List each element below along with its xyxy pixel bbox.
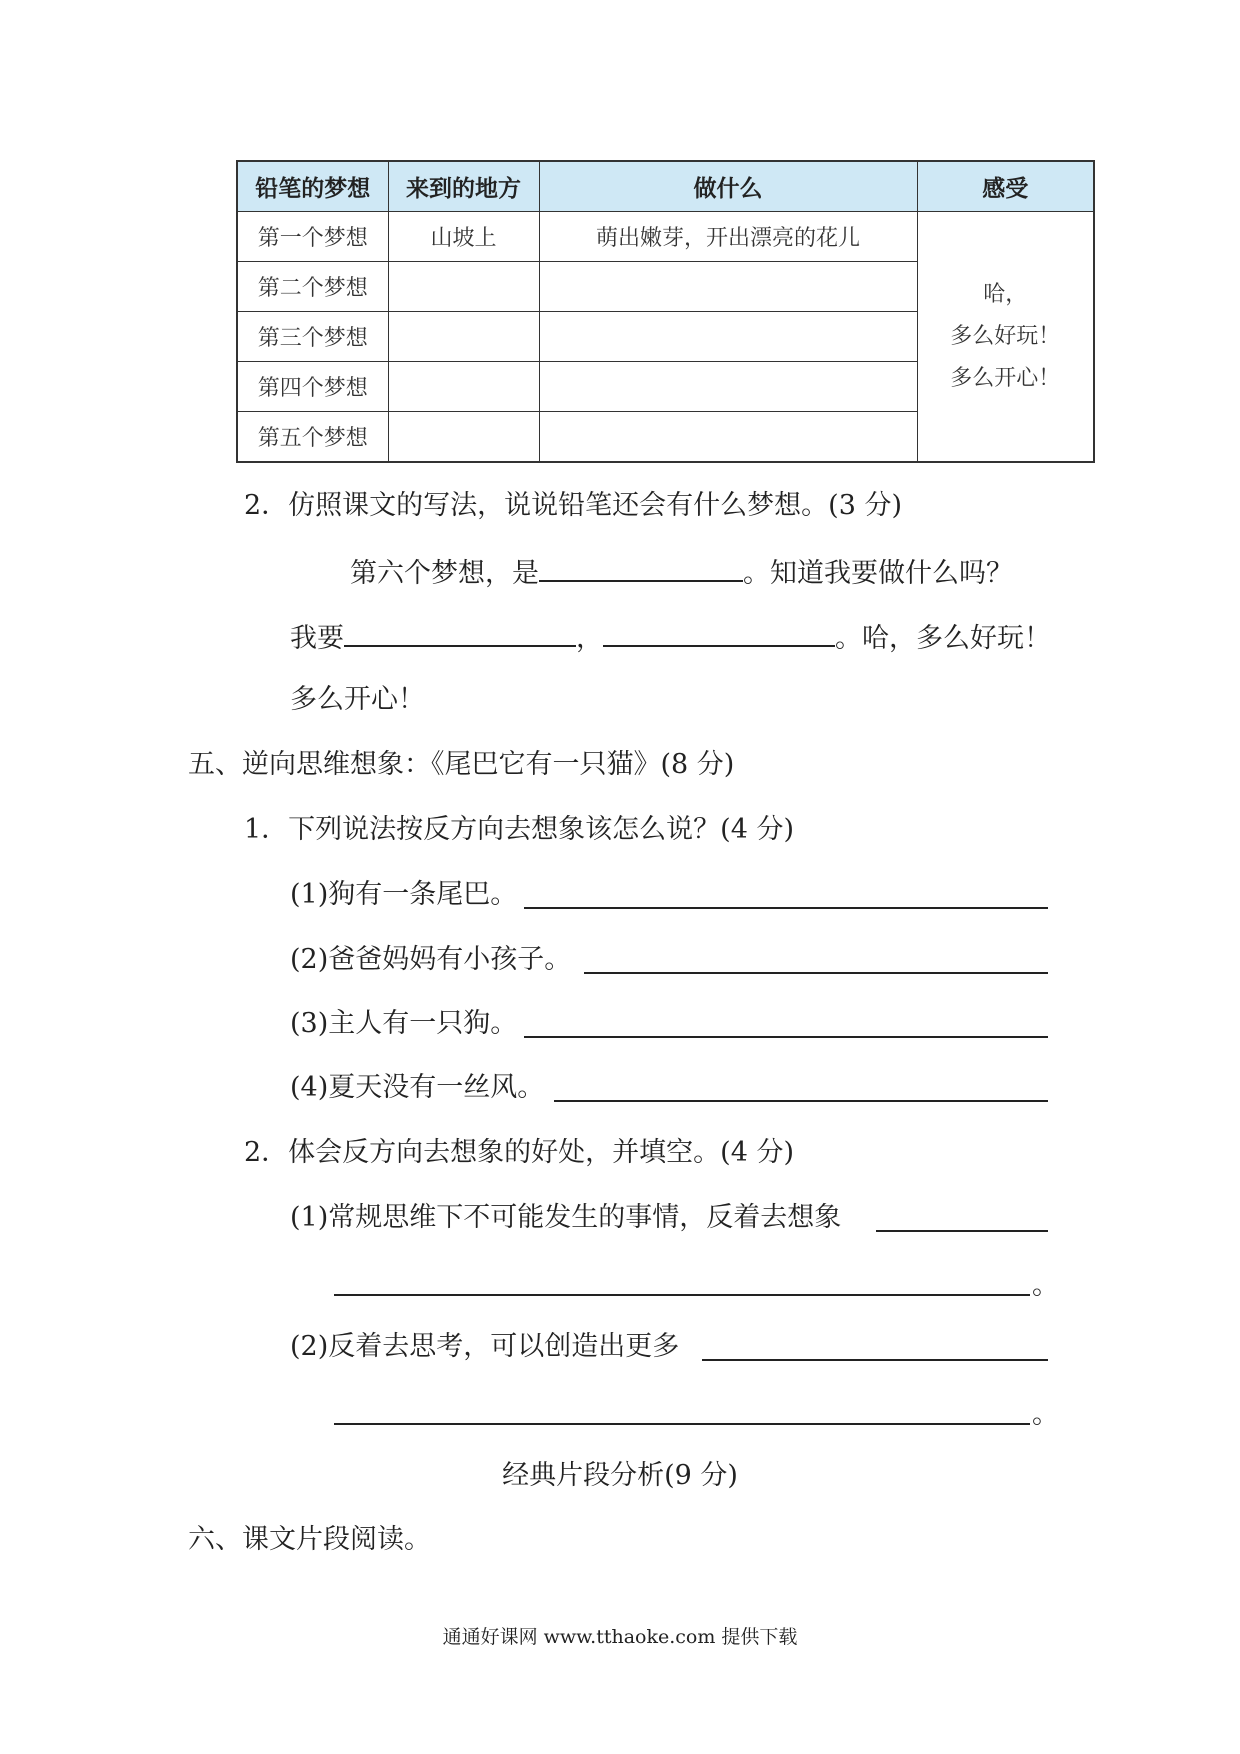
action-cell[interactable] — [539, 362, 917, 412]
feeling-line: 多么好玩！ — [950, 323, 1061, 349]
part-title: 经典片段分析(9 分) — [502, 1460, 738, 1491]
period-mark: 。 — [1032, 1270, 1059, 1301]
answer-blank[interactable] — [554, 1100, 1048, 1102]
table-row — [237, 212, 1094, 262]
question-item: (3)主人有一只狗。 — [290, 1008, 518, 1039]
action-cell[interactable] — [539, 312, 917, 362]
answer-blank[interactable] — [584, 972, 1048, 974]
action-cell[interactable] — [539, 262, 917, 312]
answer-blank[interactable] — [334, 1423, 1030, 1425]
dream-cell: 第五个梦想 — [237, 412, 388, 463]
page-footer: 通通好课网 www.tthaoke.com 提供下载 — [442, 1626, 798, 1648]
action-cell[interactable] — [539, 412, 917, 463]
answer-line — [350, 550, 1013, 594]
header-action: 做什么 — [539, 161, 917, 212]
answer-text: 多么开心！ — [290, 684, 425, 715]
dream-cell: 第二个梦想 — [237, 262, 388, 312]
question-prompt: 1．下列说法按反方向去想象该怎么说？(4 分) — [244, 814, 795, 845]
place-cell[interactable] — [388, 312, 539, 362]
header-feeling: 感受 — [917, 161, 1094, 212]
feeling-cell — [917, 212, 1094, 463]
answer-blank[interactable] — [524, 1036, 1048, 1038]
feeling-line: 多么开心！ — [950, 365, 1061, 391]
answer-blank[interactable] — [603, 615, 835, 647]
answer-text: ， — [576, 623, 603, 654]
question-item: (4)夏天没有一丝风。 — [290, 1072, 545, 1103]
answer-line — [290, 615, 1051, 659]
question-item: (2)反着去思考，可以创造出更多 — [290, 1331, 680, 1362]
answer-text: 我要 — [290, 623, 344, 654]
question-item: (1)狗有一条尾巴。 — [290, 879, 518, 910]
question-item: (2)爸爸妈妈有小孩子。 — [290, 944, 572, 975]
question-prompt: 2．体会反方向去想象的好处，并填空。(4 分) — [244, 1137, 795, 1168]
question-item: (1)常规思维下不可能发生的事情，反着去想象 — [290, 1202, 842, 1233]
place-cell[interactable] — [388, 362, 539, 412]
answer-blank[interactable] — [539, 550, 743, 582]
place-cell[interactable] — [388, 412, 539, 463]
dream-cell: 第四个梦想 — [237, 362, 388, 412]
dream-table — [236, 160, 1095, 463]
header-place: 来到的地方 — [388, 161, 539, 212]
feeling-line: 哈， — [983, 281, 1028, 307]
answer-blank[interactable] — [344, 615, 576, 647]
place-cell[interactable] — [388, 262, 539, 312]
answer-text: 。知道我要做什么吗？ — [743, 558, 1013, 589]
table-header-row — [237, 161, 1094, 212]
section-title: 五、逆向思维想象：《尾巴它有一只猫》(8 分) — [188, 749, 735, 780]
answer-text: 。哈，多么好玩！ — [835, 623, 1051, 654]
dream-cell: 第一个梦想 — [237, 212, 388, 262]
answer-blank[interactable] — [524, 907, 1048, 909]
place-cell: 山坡上 — [388, 212, 539, 262]
dream-cell: 第三个梦想 — [237, 312, 388, 362]
header-dream: 铅笔的梦想 — [237, 161, 388, 212]
answer-blank[interactable] — [876, 1230, 1048, 1232]
answer-text: 第六个梦想，是 — [350, 558, 539, 589]
action-cell: 萌出嫩芽，开出漂亮的花儿 — [539, 212, 917, 262]
answer-blank[interactable] — [702, 1359, 1048, 1361]
question-prompt: 2．仿照课文的写法，说说铅笔还会有什么梦想。(3 分) — [244, 490, 903, 521]
answer-blank[interactable] — [334, 1294, 1030, 1296]
section-title: 六、课文片段阅读。 — [188, 1524, 431, 1555]
period-mark: 。 — [1032, 1399, 1059, 1430]
